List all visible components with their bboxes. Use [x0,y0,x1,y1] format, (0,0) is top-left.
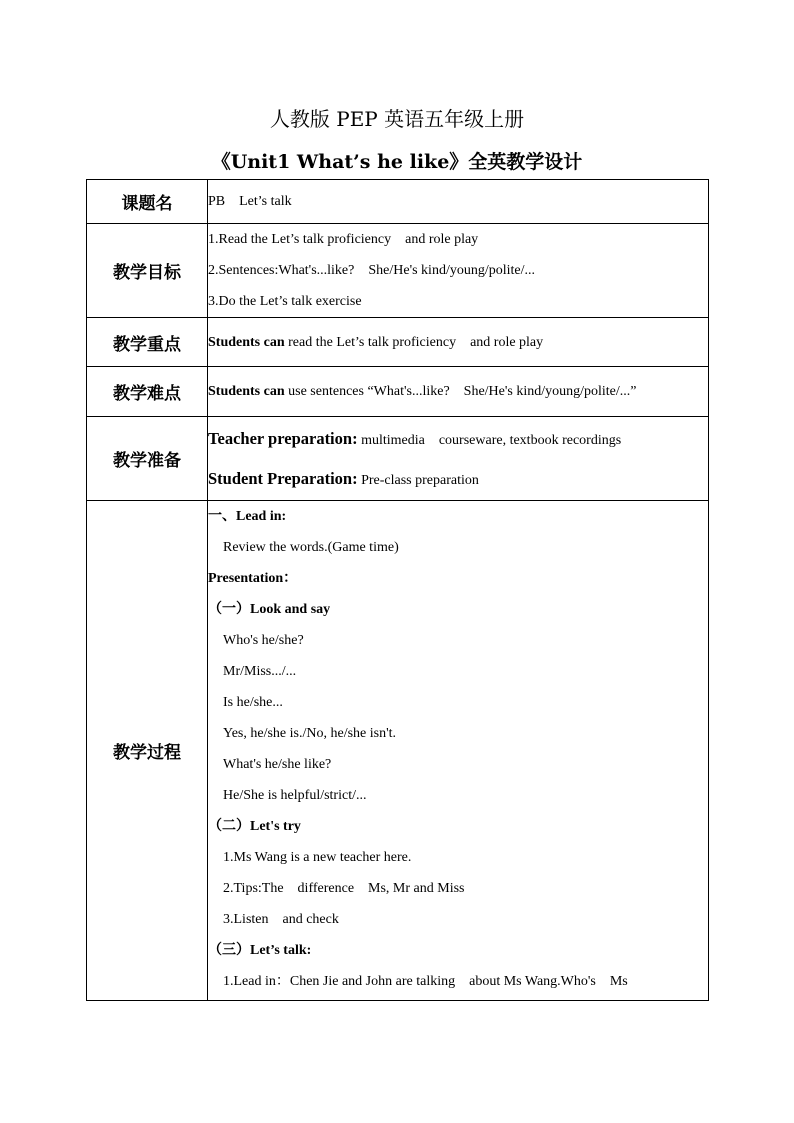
table-row [87,224,709,318]
row-label-preparation: 教学准备 [87,417,208,501]
row-label-difficulties: 教学难点 [87,367,208,417]
part1-line: He/She is helpful/strict/... [223,788,367,803]
topic-content [208,180,709,224]
part1-heading: （一）Look and say [208,602,331,617]
table-row [87,180,709,224]
key-points-lead: Students can [208,334,285,350]
teacher-prep-label: Teacher preparation: [208,428,358,448]
process-content [208,501,709,1001]
part1-line: Who's he/she? [223,633,304,648]
part1-line: Is he/she... [223,695,283,710]
row-label-topic: 课题名 [87,180,208,224]
presentation-heading: Presentation： [208,571,298,586]
part1-line: What's he/she like? [223,757,332,772]
topic-text: PB Let’s talk [208,194,292,209]
table-row [87,417,709,501]
part3-line: 1.Lead in：Chen Jie and John are talking about Ms Wang.Who's Ms [223,974,628,989]
document-title: 人教版 PEP 英语五年级上册 [269,107,525,131]
key-points-text: read the Let’s talk proficiency and role play [284,334,544,350]
key-points-content [208,318,709,367]
row-label-objectives: 教学目标 [87,224,208,318]
row-label-key-points: 教学重点 [87,318,208,367]
part2-heading: （二）Let's try [208,819,301,834]
part3-heading: （三）Let’s talk: [208,943,312,958]
table-row [87,501,709,1001]
part1-line: Yes, he/she is./No, he/she isn't. [223,726,396,741]
difficulties-content [208,367,709,417]
student-prep-label: Student Preparation: [208,468,358,488]
row-label-process: 教学过程 [87,501,208,1001]
objective-item: 2.Sentences:What's...like? She/He's kind/young/polite/... [208,263,535,278]
part2-line: 3.Listen and check [223,912,339,927]
objective-item: 1.Read the Let’s talk proficiency and role play [208,232,479,247]
document-subtitle: 《Unit1 What’s he like》全英教学设计 [211,151,583,173]
lesson-plan-table [86,179,709,1001]
difficulties-text: use sentences “What's...like? She/He's kind/young/polite/...” [284,384,637,399]
lead-in-text: Review the words.(Game time) [223,540,399,555]
table-row [87,318,709,367]
objective-item: 3.Do the Let’s talk exercise [208,294,362,309]
preparation-content [208,417,709,501]
student-prep-text: Pre-class preparation [357,472,479,488]
teacher-prep-text: multimedia courseware, textbook recordings [357,432,622,448]
lead-in-heading: 一、Lead in: [208,509,287,524]
table-row [87,367,709,417]
part2-line: 1.Ms Wang is a new teacher here. [223,850,412,865]
part2-line: 2.Tips:The difference Ms, Mr and Miss [223,881,465,896]
part1-line: Mr/Miss.../... [223,664,297,679]
difficulties-lead: Students can [208,384,285,399]
objectives-content [208,224,709,318]
